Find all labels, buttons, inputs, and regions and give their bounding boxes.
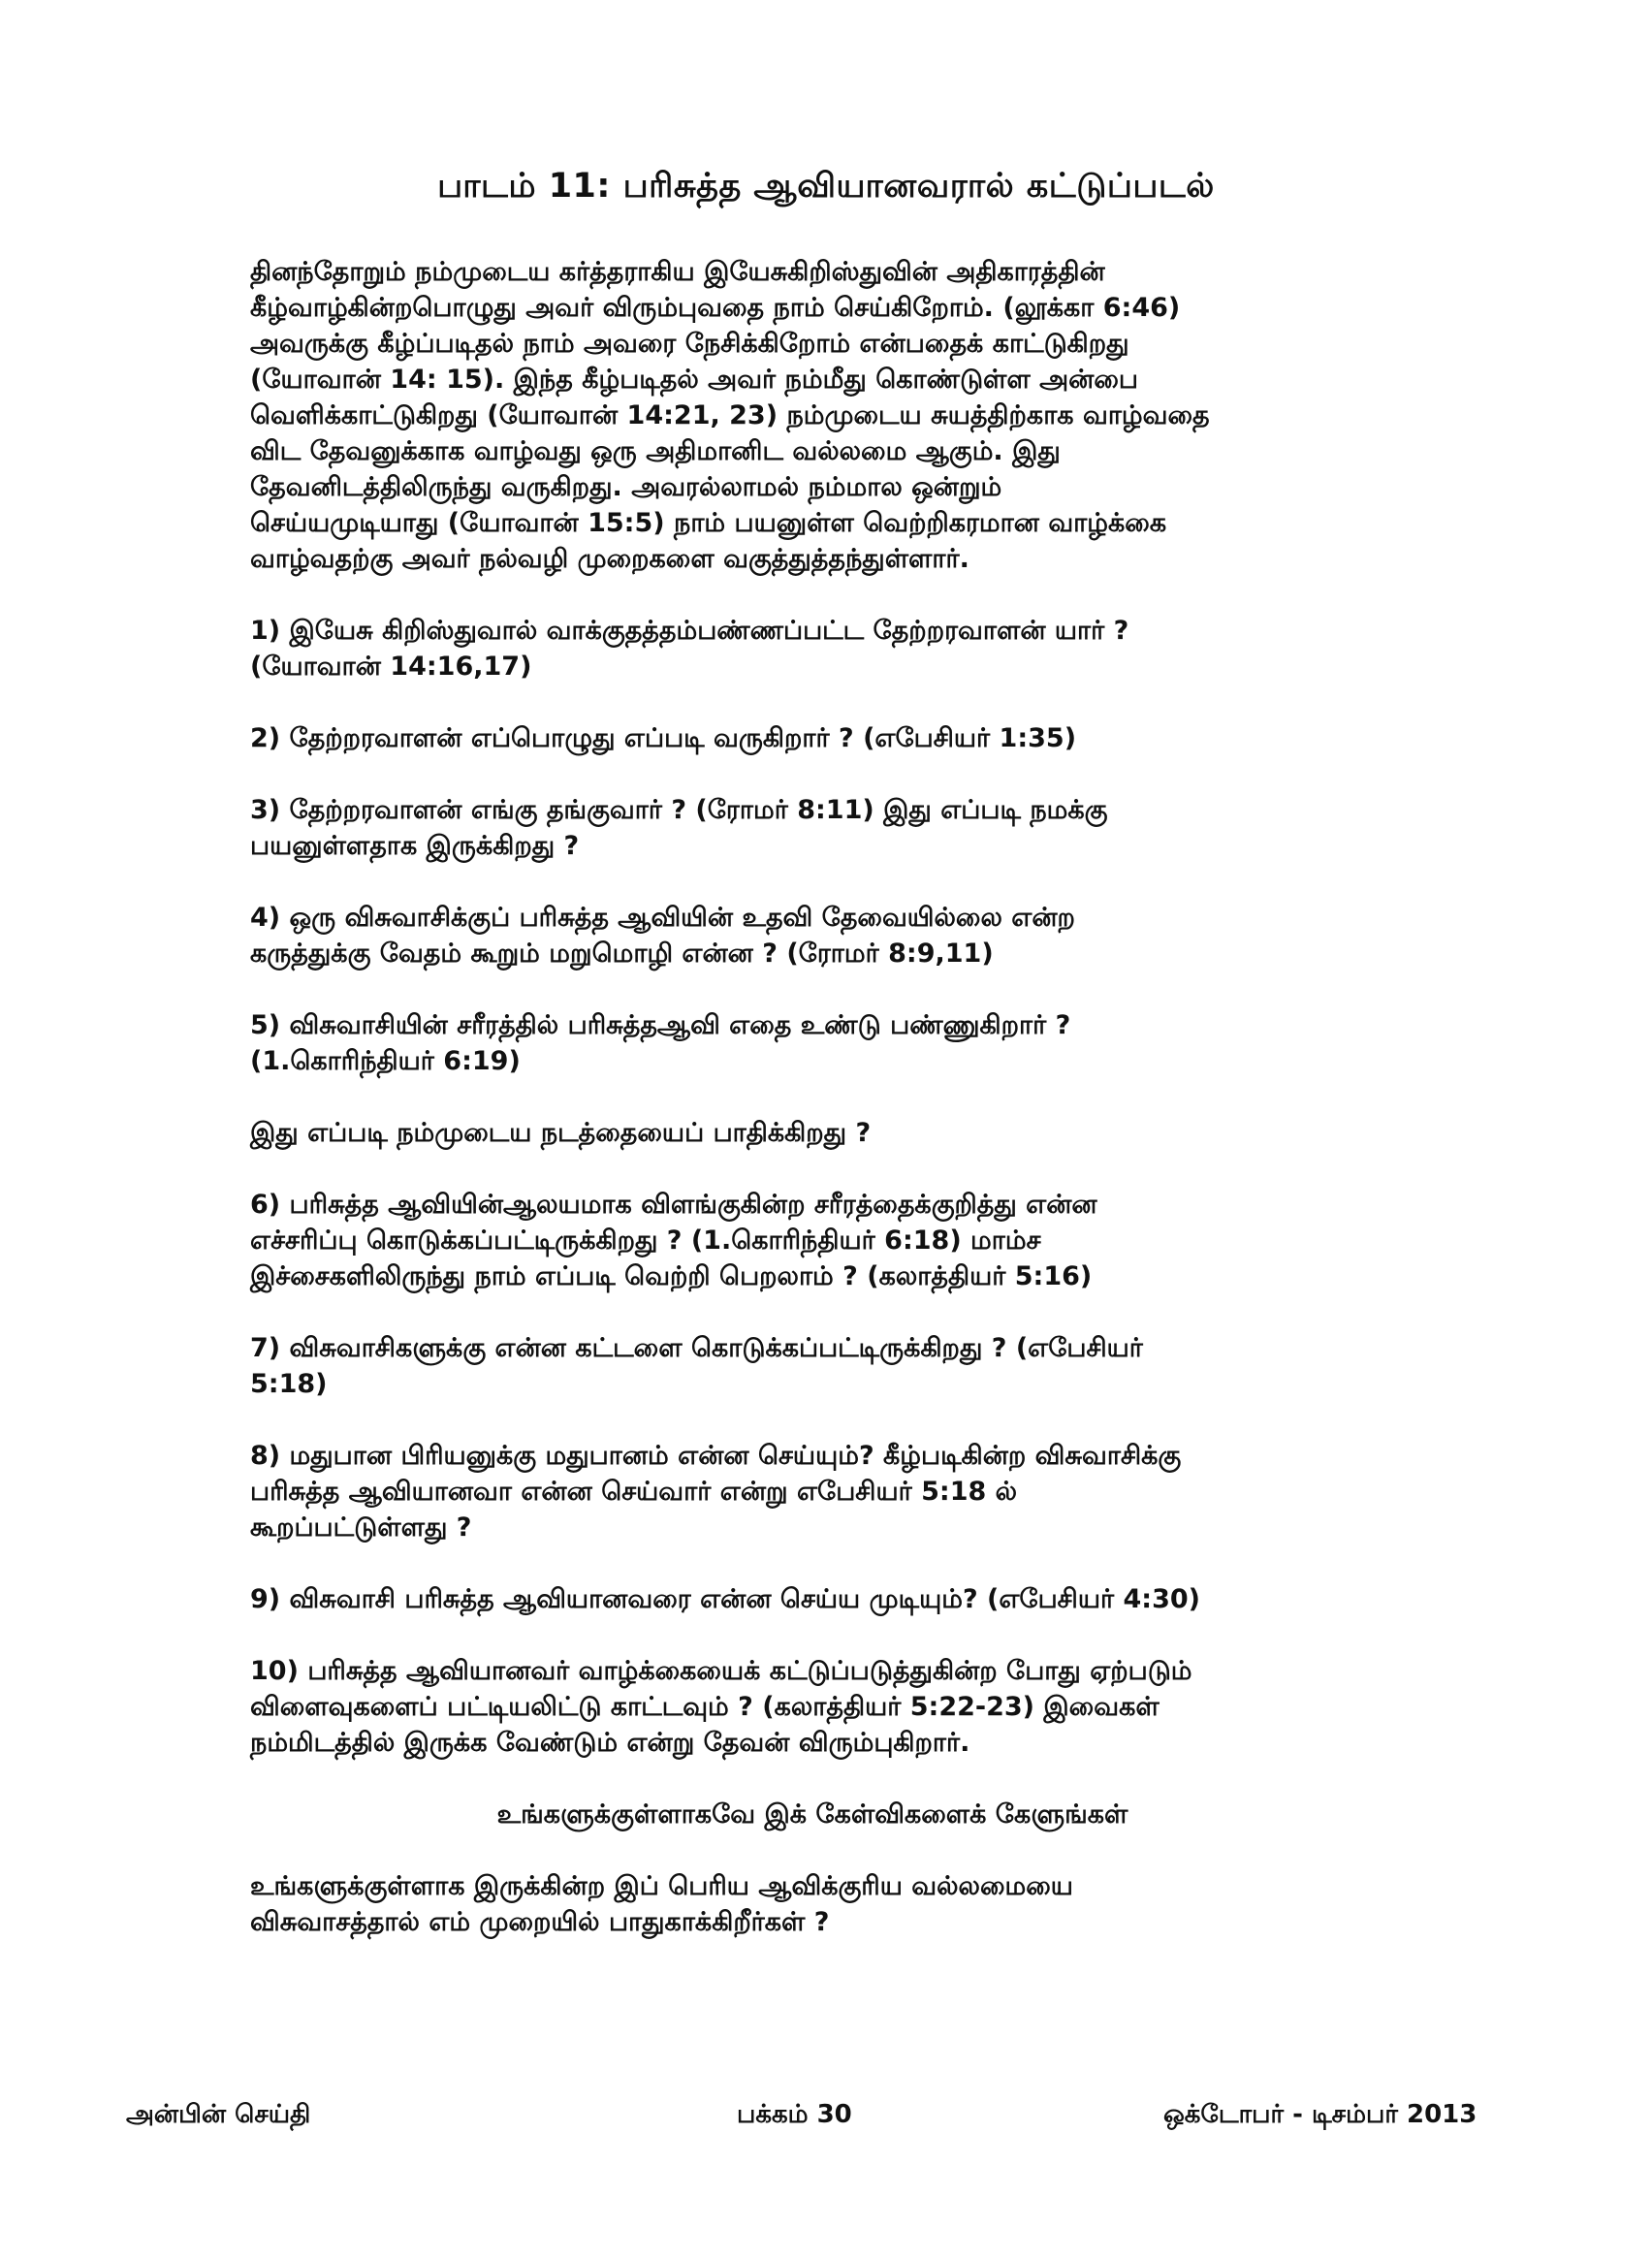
page-footer [0, 2100, 1652, 2139]
question-line: பயனுள்ளதாக இருக்கிறது ? [250, 831, 580, 861]
question-line: 5:18) [250, 1369, 328, 1399]
intro-line: தினந்தோறும் நம்முடைய கர்த்தராகிய இயேசுகிறிஸ்துவின் அதிகாரத்தின் [250, 257, 1105, 287]
self-question-heading: உங்களுக்குள்ளாகவே இக் கேள்விகளைக் கேளுங்கள் [496, 1799, 1128, 1830]
question-4 [250, 900, 1414, 971]
lesson-content [250, 254, 1414, 1976]
question-line: 6) பரிசுத்த ஆவியின்ஆலயமாக விளங்குகின்ற சரீரத்தைக்குறித்து என்ன [250, 1190, 1097, 1220]
question-line: (1.கொரிந்தியர் 6:19) [250, 1046, 521, 1076]
intro-line: செய்யமுடியாது (யோவான் 15:5) நாம் பயனுள்ள வெற்றிகரமான வாழ்க்கை [250, 508, 1167, 538]
question-line: (யோவான் 14:16,17) [250, 652, 532, 682]
intro-line: விட தேவனுக்காக வாழ்வது ஒரு அதிமானிட வல்லமை ஆகும். இது [250, 436, 1061, 466]
question-line: விளைவுகளைப் பட்டியலிட்டு காட்டவும் ? (கலாத்தியர் 5:22-23) இவைகள் [250, 1692, 1160, 1722]
lesson-title: பாடம் 11: பரிசுத்த ஆவியானவரால் கட்டுப்படல் [437, 167, 1215, 206]
question-10 [250, 1653, 1414, 1761]
intro-line: கீழ்வாழ்கின்றபொழுது அவர் விரும்புவதை நாம் செய்கிறோம். (லூக்கா 6:46) [250, 293, 1181, 323]
question-5 [250, 1007, 1414, 1079]
footer-issue-date: ஒக்டோபர் - டிசம்பர் 2013 [1163, 2100, 1477, 2129]
question-line: கருத்துக்கு வேதம் கூறும் மறுமொழி என்ன ? (ரோமர் 8:9,11) [250, 939, 994, 969]
footer-page-number: பக்கம் 30 [737, 2100, 852, 2129]
question-line: 3) தேற்றரவாளன் எங்கு தங்குவார் ? (ரோமர் 8:11) இது எப்படி நமக்கு [250, 795, 1108, 825]
question-line: இச்சைகளிலிருந்து நாம் எப்படி வெற்றி பெறலாம் ? (கலாத்தியர் 5:16) [250, 1261, 1093, 1291]
question-line: இது எப்படி நம்முடைய நடத்தையைப் பாதிக்கிறது ? [250, 1118, 872, 1148]
question-line: 1) இயேசு கிறிஸ்துவால் வாக்குதத்தம்பண்ணப்பட்ட தேற்றரவாளன் யார் ? [250, 616, 1129, 646]
intro-line: அவருக்கு கீழ்ப்படிதல் நாம் அவரை நேசிக்கிறோம் என்பதைக் காட்டுகிறது [250, 329, 1129, 359]
closing-line: விசுவாசத்தால் எம் முறையில் பாதுகாக்கிறீர்கள் ? [250, 1907, 830, 1937]
question-line: 5) விசுவாசியின் சரீரத்தில் பரிசுத்தஆவி எதை உண்டு பண்ணுகிறார் ? [250, 1010, 1071, 1040]
question-9 [250, 1581, 1414, 1617]
intro-line: (யோவான் 14: 15). இந்த கீழ்படிதல் அவர் நம்மீது கொண்டுள்ள அன்பை [250, 365, 1139, 395]
question-line: கூறப்பட்டுள்ளது ? [250, 1512, 472, 1543]
intro-line: வாழ்வதற்கு அவர் நல்வழி முறைகளை வகுத்துத்தந்துள்ளார். [250, 544, 969, 574]
question-line: 10) பரிசுத்த ஆவியானவர் வாழ்க்கையைக் கட்டுப்படுத்துகின்ற போது ஏற்படும் [250, 1656, 1192, 1686]
question-line: 7) விசுவாசிகளுக்கு என்ன கட்டளை கொடுக்கப்பட்டிருக்கிறது ? (எபேசியர் [250, 1333, 1143, 1363]
intro-line: வெளிக்காட்டுகிறது (யோவான் 14:21, 23) நம்முடைய சுயத்திற்காக வாழ்வதை [250, 400, 1210, 430]
question-line: பரிசுத்த ஆவியானவா என்ன செய்வார் என்று எபேசியர் 5:18 ல் [250, 1477, 1018, 1507]
closing-paragraph [250, 1868, 1414, 1940]
question-line: 8) மதுபான பிரியனுக்கு மதுபானம் என்ன செய்யும்? கீழ்படிகின்ற விசுவாசிக்கு [250, 1441, 1182, 1471]
question-line: எச்சரிப்பு கொடுக்கப்பட்டிருக்கிறது ? (1.கொரிந்தியர் 6:18) மாம்ச [250, 1225, 1041, 1256]
question-5-followup [250, 1115, 1414, 1151]
question-1 [250, 613, 1414, 684]
closing-line: உங்களுக்குள்ளாக இருக்கின்ற இப் பெரிய ஆவிக்குரிய வல்லமையை [250, 1871, 1073, 1901]
question-3 [250, 792, 1414, 864]
intro-line: தேவனிடத்திலிருந்து வருகிறது. அவரல்லாமல் நம்மால ஒன்றும் [250, 472, 1002, 502]
question-line: 9) விசுவாசி பரிசுத்த ஆவியானவரை என்ன செய்ய முடியும்? (எபேசியர் 4:30) [250, 1584, 1200, 1614]
question-line: 4) ஒரு விசுவாசிக்குப் பரிசுத்த ஆவியின் உதவி தேவையில்லை என்ற [250, 903, 1075, 933]
question-2 [250, 720, 1414, 756]
intro-paragraph [250, 254, 1414, 577]
question-6 [250, 1187, 1414, 1294]
question-8 [250, 1438, 1414, 1545]
question-line: 2) தேற்றரவாளன் எப்பொழுது எப்படி வருகிறார் ? (எபேசியர் 1:35) [250, 723, 1077, 753]
question-line: நம்மிடத்தில் இருக்க வேண்டும் என்று தேவன் விரும்புகிறார். [250, 1728, 970, 1758]
footer-publication: அன்பின் செய்தி [126, 2100, 311, 2129]
question-7 [250, 1330, 1414, 1402]
